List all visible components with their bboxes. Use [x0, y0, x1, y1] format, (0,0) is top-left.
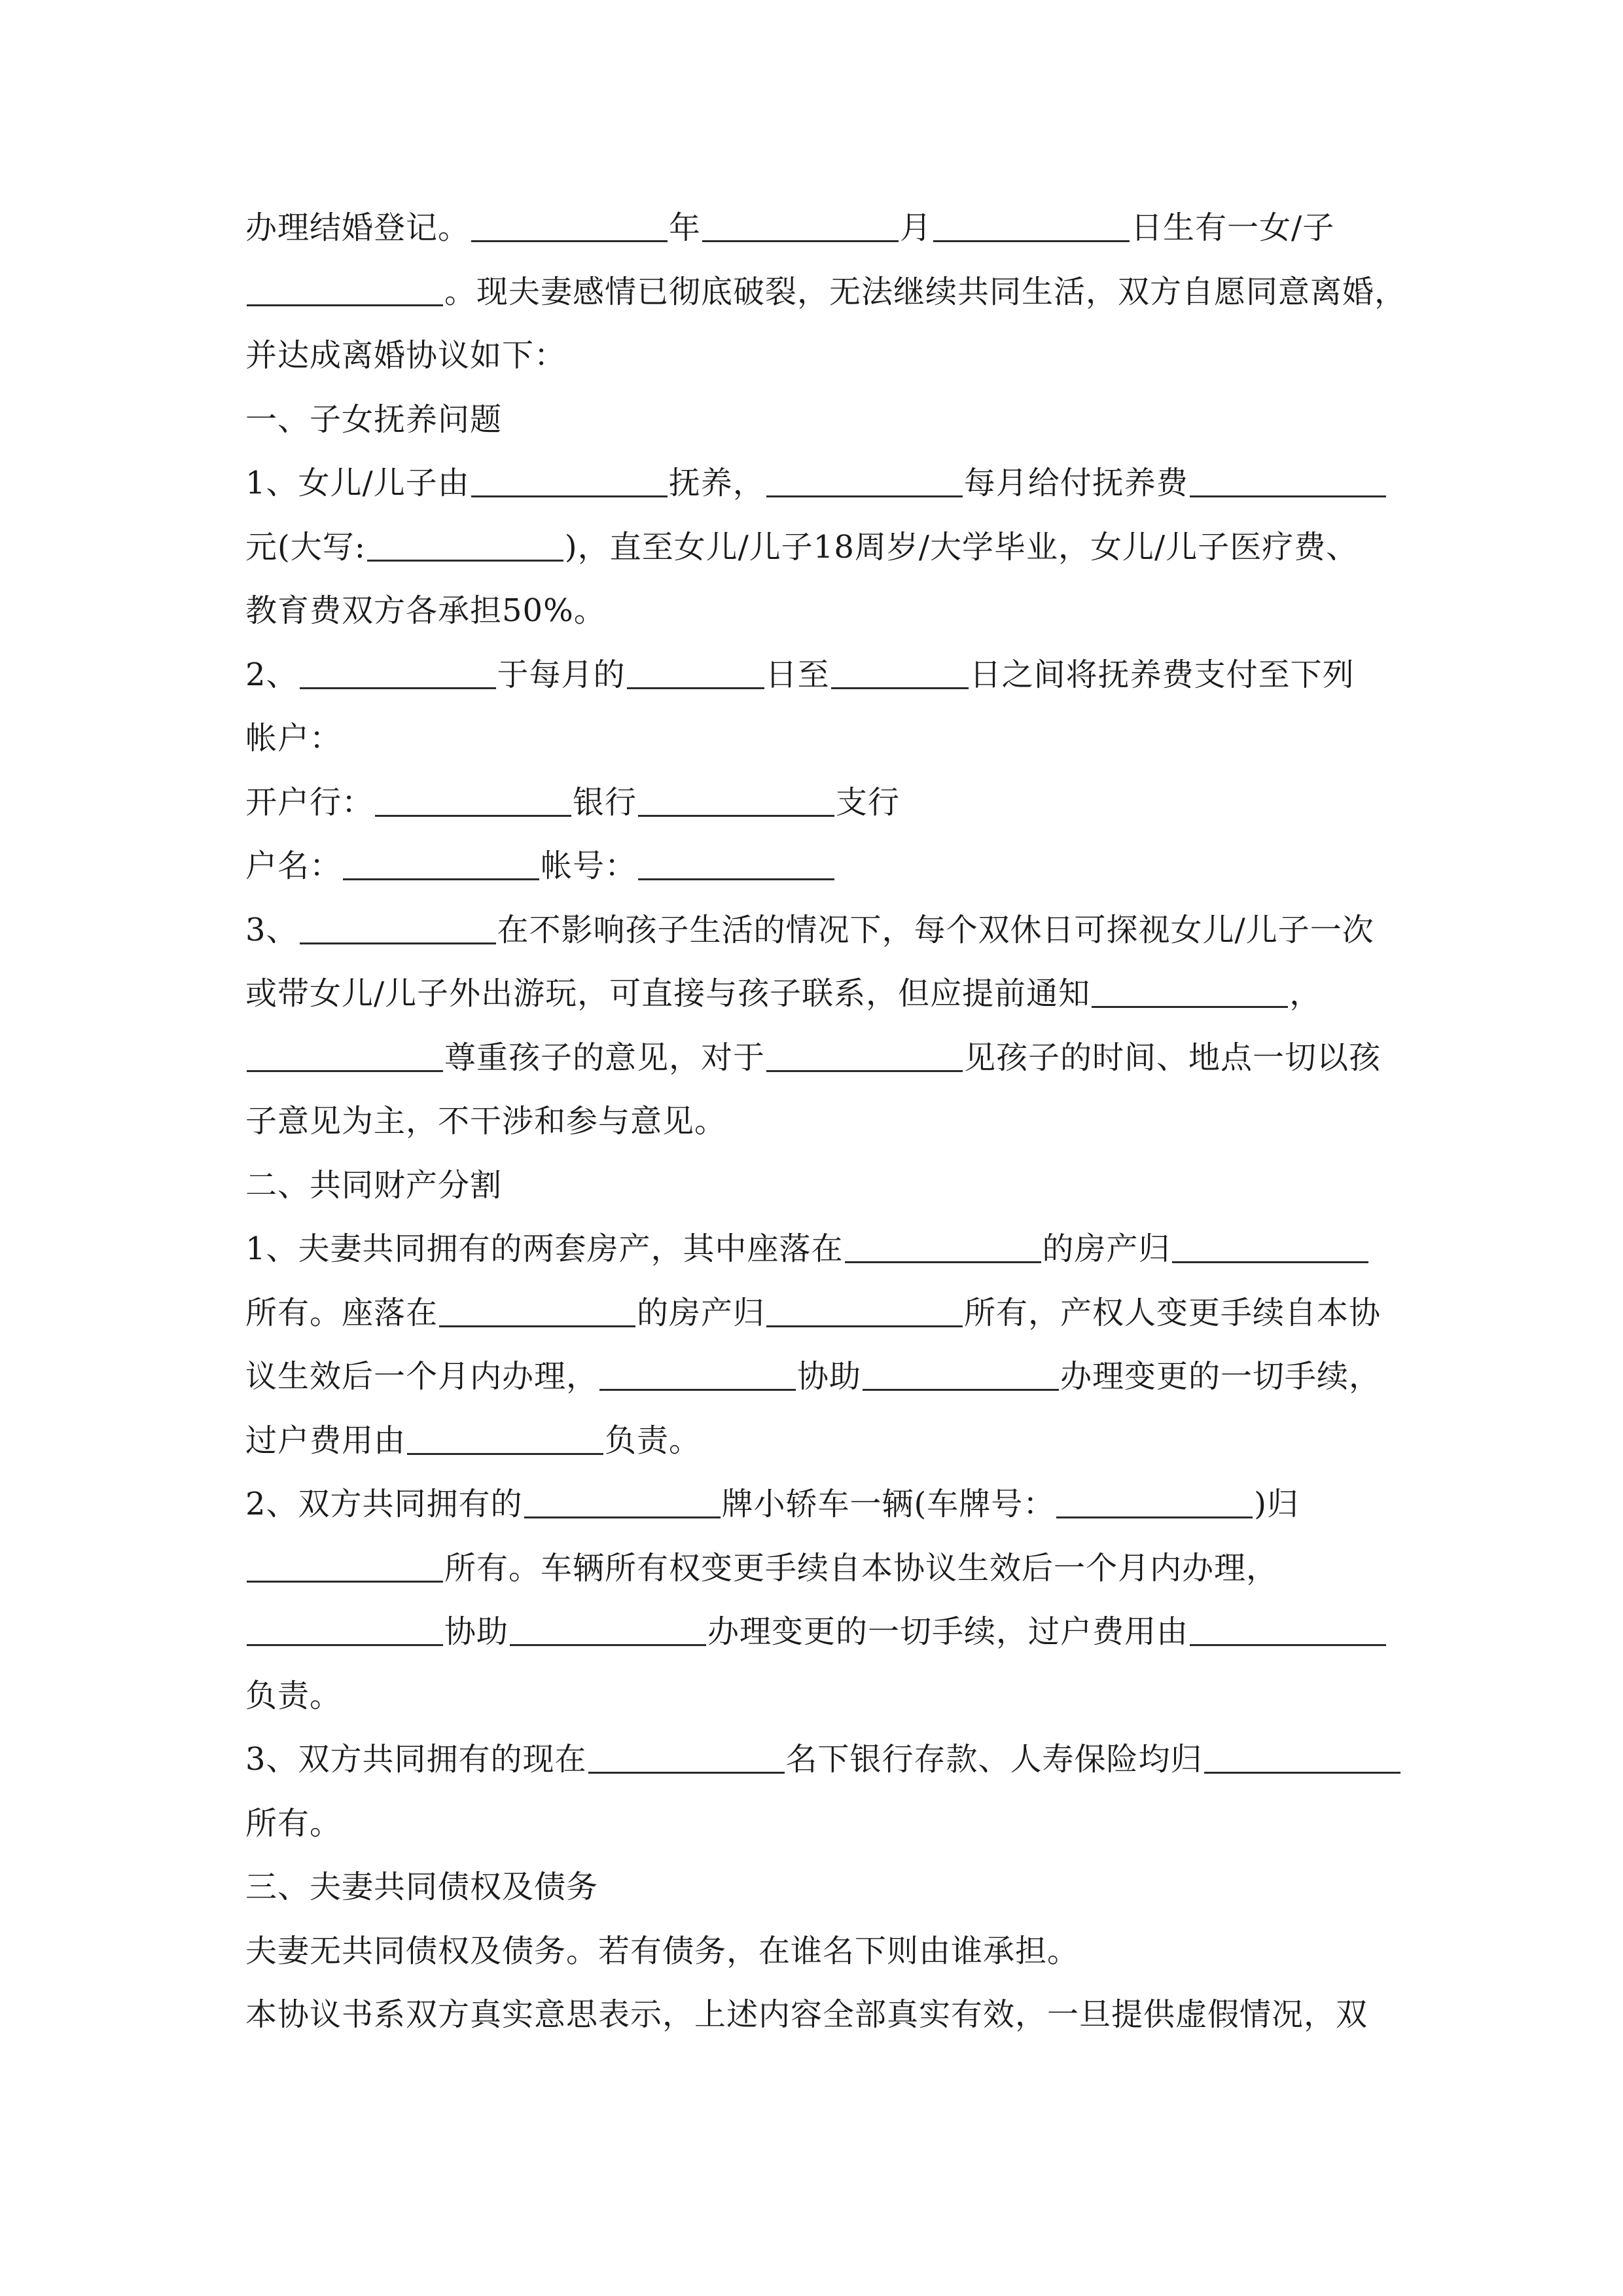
text-line	[245, 260, 1417, 325]
text-segment: 2、	[245, 656, 298, 693]
text-segment: 并达成离婚协议如下：	[245, 337, 567, 374]
fill-in-blank[interactable]	[766, 457, 963, 497]
text-line	[245, 707, 1417, 771]
text-line	[245, 1792, 1417, 1856]
text-segment: 过户费用由	[245, 1422, 406, 1459]
fill-in-blank[interactable]	[599, 1351, 796, 1391]
fill-in-blank[interactable]	[510, 1606, 706, 1646]
fill-in-blank[interactable]	[367, 522, 563, 562]
text-line	[245, 1345, 1417, 1409]
text-line	[245, 771, 1417, 835]
text-line	[245, 1856, 1417, 1920]
text-segment: 负责。	[605, 1422, 702, 1459]
fill-in-blank[interactable]	[247, 1606, 443, 1646]
fill-in-blank[interactable]	[1092, 968, 1288, 1008]
text-segment: 支行	[836, 783, 901, 821]
fill-in-blank[interactable]	[766, 1287, 963, 1327]
text-segment: 日生有一女/子	[1131, 209, 1335, 246]
fill-in-blank[interactable]	[247, 266, 443, 306]
fill-in-blank[interactable]	[1190, 457, 1386, 497]
fill-in-blank[interactable]	[471, 457, 668, 497]
text-segment: 1、女儿/儿子由	[245, 465, 470, 501]
text-segment: 名下银行存款、人寿保险均归	[785, 1741, 1203, 1778]
fill-in-blank[interactable]	[702, 202, 899, 242]
text-segment: 子意见为主，不干涉和参与意见。	[245, 1103, 727, 1139]
text-segment: 教育费双方各承担50%。	[245, 592, 606, 629]
text-segment: 办理变更的一切手续，过户费用由	[707, 1613, 1189, 1650]
fill-in-blank[interactable]	[300, 905, 496, 944]
text-segment: 3、	[245, 911, 298, 948]
fill-in-blank[interactable]	[845, 1223, 1041, 1263]
text-segment: 牌小轿车一辆(车牌号：	[721, 1486, 1056, 1522]
text-segment: 议生效后一个月内办理，	[245, 1358, 599, 1395]
text-line	[245, 1728, 1417, 1792]
fill-in-blank[interactable]	[343, 840, 539, 880]
text-segment: 所有。车辆所有权变更手续自本协议生效后一个月内办理，	[444, 1549, 1279, 1587]
text-segment: 3、双方共同拥有的现在	[245, 1741, 587, 1778]
text-line	[245, 1473, 1417, 1537]
text-segment: 所有，产权人变更手续自本协	[964, 1294, 1382, 1331]
text-segment: )归	[1254, 1486, 1300, 1522]
text-line	[245, 324, 1417, 388]
fill-in-blank[interactable]	[638, 840, 834, 880]
text-line	[245, 1664, 1417, 1729]
fill-in-blank[interactable]	[524, 1479, 721, 1518]
fill-in-blank[interactable]	[439, 1287, 635, 1327]
text-line	[245, 1090, 1417, 1154]
text-segment: )，直至女儿/儿子18周岁/大学毕业，女儿/儿子医疗费、	[564, 528, 1359, 565]
text-segment: 开户行：	[245, 783, 374, 821]
text-segment: 办理结婚登记。	[245, 209, 471, 246]
text-segment: 年	[669, 209, 702, 246]
fill-in-blank[interactable]	[1204, 1734, 1400, 1774]
fill-in-blank[interactable]	[1172, 1223, 1368, 1263]
fill-in-blank[interactable]	[1190, 1606, 1386, 1646]
fill-in-blank[interactable]	[300, 649, 496, 689]
agreement-body	[245, 196, 1417, 2047]
text-segment: 尊重孩子的意见，对于	[444, 1039, 766, 1076]
text-line	[245, 516, 1417, 580]
text-line	[245, 388, 1417, 452]
text-segment: 所有。	[245, 1804, 342, 1842]
text-segment: 在不影响孩子生活的情况下，每个双休日可探视女儿/儿子一次	[497, 911, 1374, 948]
fill-in-blank[interactable]	[933, 202, 1130, 242]
fill-in-blank[interactable]	[471, 202, 668, 242]
text-segment: 或带女儿/儿子外出游玩，可直接与孩子联系，但应提前通知	[245, 975, 1091, 1012]
fill-in-blank[interactable]	[375, 777, 571, 817]
text-segment: 帐户：	[245, 720, 342, 757]
text-line	[245, 1154, 1417, 1218]
text-line	[245, 643, 1417, 708]
text-segment: 日之间将抚养费支付至下列	[969, 656, 1355, 693]
text-segment: 一、子女抚养问题	[245, 401, 503, 438]
text-segment: 负责。	[245, 1677, 342, 1714]
text-line	[245, 1600, 1417, 1664]
text-segment: 抚养，	[668, 465, 765, 501]
text-segment: 协助	[444, 1613, 509, 1650]
text-segment: 协助	[797, 1358, 862, 1395]
fill-in-blank[interactable]	[247, 1543, 443, 1583]
text-line	[245, 1537, 1417, 1601]
text-line	[245, 899, 1417, 963]
text-segment: 元(大写:	[245, 528, 366, 565]
fill-in-blank[interactable]	[1056, 1479, 1253, 1518]
text-segment: 所有。座落在	[245, 1294, 438, 1331]
fill-in-blank[interactable]	[863, 1351, 1059, 1391]
text-segment: 的房产归	[1042, 1230, 1171, 1267]
text-segment: 。现夫妻感情已彻底破裂，无法继续共同生活，双方自愿同意离婚，	[444, 273, 1407, 310]
fill-in-blank[interactable]	[766, 1032, 963, 1072]
text-segment: 二、共同财产分割	[245, 1166, 503, 1204]
text-line	[245, 1217, 1417, 1282]
text-segment: 的房产归	[637, 1294, 766, 1331]
text-line	[245, 1920, 1417, 1984]
text-segment: 于每月的	[497, 656, 626, 693]
fill-in-blank[interactable]	[247, 1032, 443, 1072]
text-line	[245, 834, 1417, 899]
text-segment: 日至	[765, 656, 830, 693]
text-segment: 1、夫妻共同拥有的两套房产，其中座落在	[245, 1230, 844, 1267]
text-segment: 银行	[573, 783, 637, 821]
text-segment: ，	[1289, 975, 1322, 1012]
text-segment: 见孩子的时间、地点一切以孩	[964, 1039, 1382, 1076]
text-line	[245, 962, 1417, 1026]
fill-in-blank[interactable]	[831, 649, 969, 689]
fill-in-blank[interactable]	[588, 1734, 785, 1774]
text-line	[245, 579, 1417, 643]
text-segment: 本协议书系双方真实意思表示，上述内容全部真实有效，一旦提供虚假情况，双	[245, 1996, 1368, 2033]
text-segment: 月	[900, 209, 933, 246]
text-segment: 办理变更的一切手续，	[1060, 1358, 1382, 1395]
text-segment: 帐号：	[541, 848, 637, 884]
text-line	[245, 1026, 1417, 1090]
text-line	[245, 452, 1417, 516]
text-line	[245, 1282, 1417, 1346]
text-line	[245, 196, 1417, 260]
text-line	[245, 1409, 1417, 1473]
text-segment: 户名：	[245, 848, 342, 884]
fill-in-blank[interactable]	[638, 777, 834, 817]
text-line	[245, 1983, 1417, 2047]
text-segment: 每月给付抚养费	[963, 465, 1188, 501]
text-segment: 夫妻无共同债权及债务。若有债务，在谁名下则由谁承担。	[245, 1932, 1080, 1969]
fill-in-blank[interactable]	[627, 649, 764, 689]
text-segment: 2、双方共同拥有的	[245, 1486, 523, 1522]
fill-in-blank[interactable]	[407, 1415, 603, 1455]
text-segment: 三、夫妻共同债权及债务	[245, 1869, 599, 1905]
